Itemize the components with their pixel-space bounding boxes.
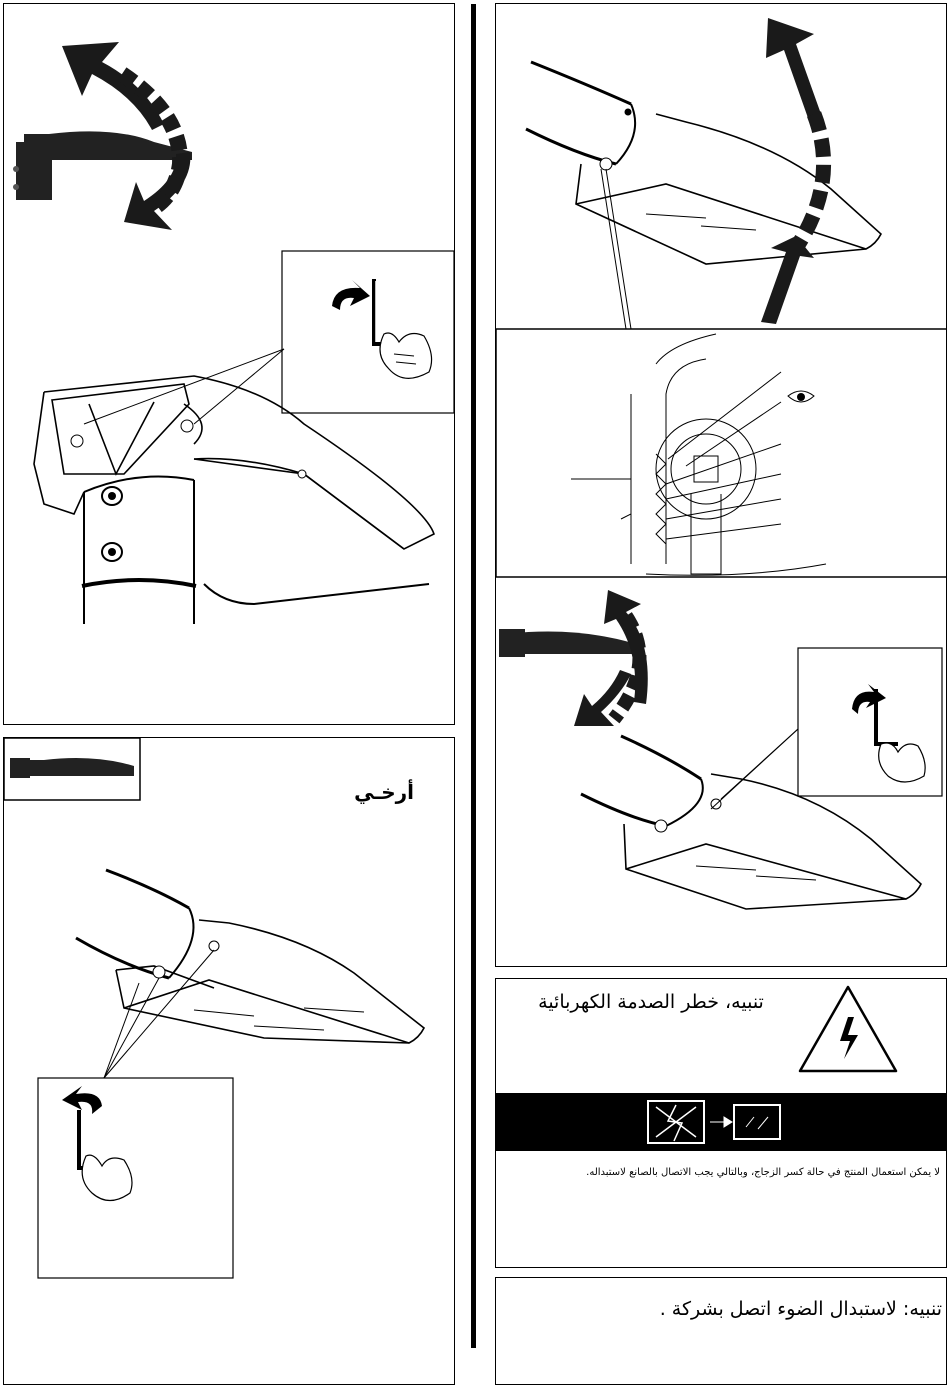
loosen-label: أرخـي bbox=[354, 780, 414, 804]
pole-bolt-1 bbox=[102, 487, 122, 505]
rotate-arrow-icon bbox=[574, 590, 648, 726]
tilt-arrow-icon bbox=[761, 18, 824, 324]
lamp-notice-text: تنبيه: لاستبدال الضوء اتصل بشركة . bbox=[659, 1298, 942, 1320]
loosen-illustration bbox=[4, 738, 455, 1385]
panel-tilt-adjustment bbox=[495, 3, 947, 967]
panel-fixture-top-view bbox=[3, 3, 455, 725]
high-voltage-icon bbox=[800, 987, 896, 1071]
fixture-profile-icon bbox=[499, 629, 636, 657]
column-divider bbox=[471, 4, 476, 1348]
tilt-illustration bbox=[496, 4, 947, 967]
broken-glass-icon bbox=[496, 1093, 947, 1151]
loosen-inset bbox=[38, 1078, 233, 1278]
panel-lamp-replacement bbox=[495, 1277, 947, 1385]
fixture-top-view-illustration bbox=[4, 4, 455, 725]
panel-loosen-bolts bbox=[3, 737, 455, 1385]
glass-notice-text: لا يمكن استعمال المنتج في حالة كسر الزجاج، وبالتالي يجب الاتصال بالصانع لاستبداله. bbox=[586, 1167, 940, 1178]
broken-glass-bar bbox=[496, 1093, 946, 1151]
pole-bolt-2 bbox=[102, 543, 122, 561]
hex-key-inset bbox=[282, 251, 454, 413]
profile-inset bbox=[4, 738, 140, 800]
shock-warning-title: تنبيه، خطر الصدمة الكهربائية bbox=[538, 991, 764, 1013]
panel-electric-shock-warning bbox=[495, 978, 947, 1268]
